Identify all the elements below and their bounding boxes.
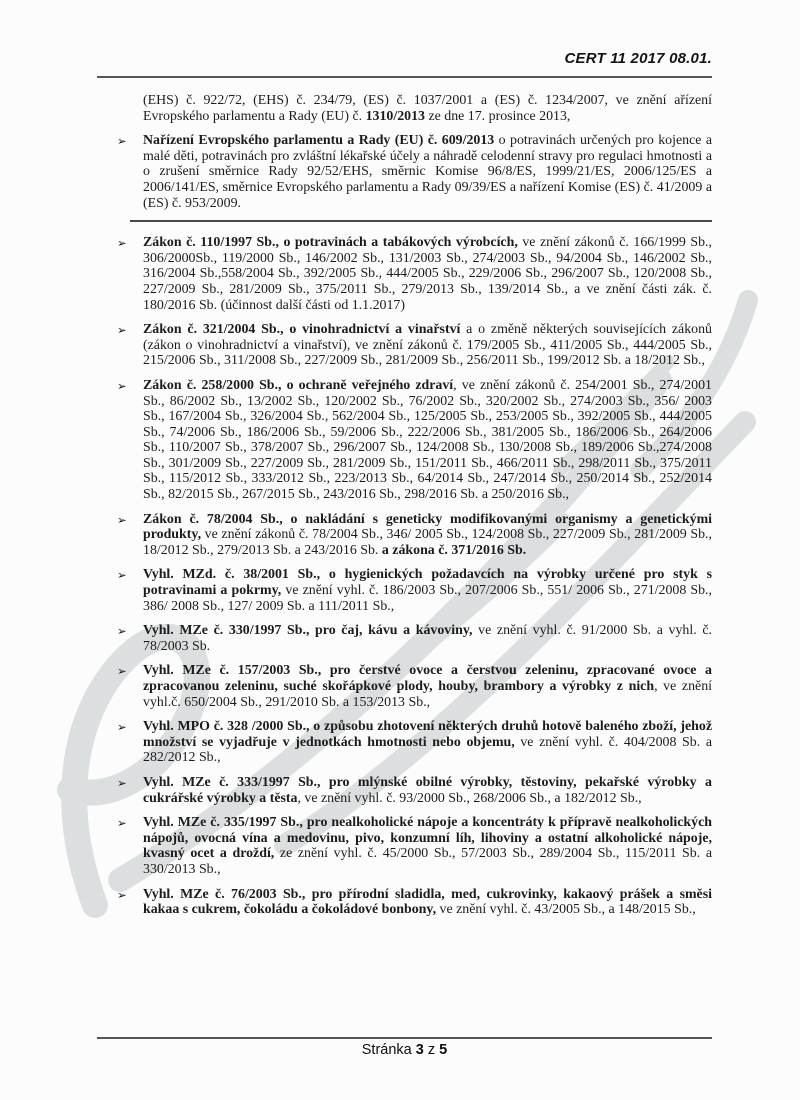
bullet-arrow-icon: ➢ bbox=[117, 512, 127, 527]
intro-paragraph: (EHS) č. 922/72, (EHS) č. 234/79, (ES) č. 1037/2001 a (ES) č. 1234/2007, ve znění ařízení Evropského parlamentu a Rady (EU) č. 1310/2013 ze dne 17. prosince 2013, bbox=[143, 93, 712, 124]
regulation-item-text: Vyhl. MZe č. 157/2003 Sb., pro čerstvé ovoce a čerstvou zeleninu, zpracované ovoce a zpracovanou zeleninu, suché skořápkové plody, houby, brambory a výrobky z nich, ve znění vyhl.č. 650/2004 Sb., 291/2010 Sb. a 153/2013 Sb., bbox=[143, 663, 713, 710]
regulation-item-text: Vyhl. MZd. č. 38/2001 Sb., o hygienických požadavcích na výrobky určené pro styk s potravinami a pokrmy, ve znění vyhl. č. 186/2003 Sb., 207/2006 Sb., 551/ 2006 Sb., 271/2008 Sb., 386/ 2008 Sb., 127/ 2009 Sb. a 111/2011 Sb., bbox=[143, 567, 712, 614]
regulation-list-eu bbox=[117, 133, 712, 211]
regulation-item bbox=[117, 567, 712, 614]
bullet-arrow-icon: ➢ bbox=[117, 624, 127, 639]
regulation-item-text: Zákon č. 258/2000 Sb., o ochraně veřejného zdraví, ve znění zákonů č. 254/2001 Sb., 274/2001 Sb., 86/2002 Sb., 13/2002 Sb., 120/2002 Sb., 76/2002 Sb., 320/2002 Sb., 274/2003 Sb., 356/ 2003 Sb., 167/2004 Sb., 326/2004 Sb., 562/2004 Sb., 125/2005 Sb., 253/2005 Sb., 392/2005 Sb., 444/2005 Sb., 74/2006 Sb., 186/2006 Sb., 59/2006 Sb., 222/2006 Sb., 381/2005 Sb., 186/2006 Sb., 264/2006 Sb., 110/2007 Sb., 378/2007 Sb., 296/2007 Sb., 124/2008 Sb., 130/2008 Sb., 189/2006 Sb.,274/2008 Sb., 301/2009 Sb., 227/2009 Sb., 281/2009 Sb., 151/2011 Sb., 466/2011 Sb., 298/2011 Sb., 375/2011 Sb., 115/2012 Sb., 333/2012 Sb., 223/2013 Sb., 64/2014 Sb., 247/2014 Sb., 250/2014 Sb., 252/2014 Sb., 82/2015 Sb., 267/2015 Sb., 243/2016 Sb., 298/2016 Sb. a 250/2016 Sb., bbox=[143, 377, 712, 503]
document-reference-header: CERT 11 2017 08.01. bbox=[564, 50, 712, 67]
regulation-list-national bbox=[117, 235, 713, 918]
regulation-item bbox=[117, 886, 712, 918]
regulation-item bbox=[117, 663, 713, 710]
regulation-item bbox=[117, 511, 712, 559]
regulation-item-text: Zákon č. 78/2004 Sb., o nakládání s geneticky modifikovanými organismy a genetickými produkty, ve znění zákonů č. 78/2004 Sb., 346/ 2005 Sb., 124/2008 Sb., 227/2009 Sb., 281/2009 Sb., 18/2012 Sb., 279/2013 Sb. a 243/2016 Sb. a zákona č. 371/2016 Sb. bbox=[143, 511, 712, 558]
regulation-item-text: Nařízení Evropského parlamentu a Rady (EU) č. 609/2013 o potravinách určených pro kojence a malé děti, potravinách pro zvláštní lékařské účely a náhradě celodenní stravy pro regulaci hmotnosti a o zrušení směrnice Rady 92/52/EHS, směrnic Komise 96/8/ES, 1999/21/ES, 2006/125/ES a 2006/141/ES, směrnice Evropského parlamentu a Rady 09/39/ES a nařízení Komise (ES) č. 41/2009 a (ES) č. 953/2009. bbox=[143, 133, 712, 211]
bullet-arrow-icon: ➢ bbox=[117, 236, 127, 251]
regulation-item bbox=[117, 774, 712, 806]
regulation-item-text: Vyhl. MZe č. 335/1997 Sb., pro nealkoholické nápoje a koncentráty k přípravě nealkoholických nápojů, ovocná vína a medovinu, pivo, konzumní líh, lihoviny a ostatní alkoholické nápoje, kvasný ocet a droždí, ze znění vyhl. č. 45/2000 Sb., 57/2003 Sb., 289/2004 Sb., 115/2011 Sb. a 330/2013 Sb., bbox=[143, 815, 712, 877]
bullet-arrow-icon: ➢ bbox=[117, 775, 127, 790]
document-body bbox=[117, 93, 713, 927]
bullet-arrow-icon: ➢ bbox=[117, 378, 127, 393]
regulation-item bbox=[117, 377, 712, 503]
bullet-arrow-icon: ➢ bbox=[117, 816, 127, 831]
section-divider bbox=[130, 220, 712, 222]
bullet-arrow-icon: ➢ bbox=[117, 134, 127, 149]
bullet-arrow-icon: ➢ bbox=[117, 887, 127, 902]
regulation-item bbox=[117, 815, 712, 877]
header-rule bbox=[97, 76, 712, 78]
bullet-arrow-icon: ➢ bbox=[117, 664, 127, 679]
regulation-item-text: Zákon č. 321/2004 Sb., o vinohradnictví a vinařství a o změně některých souvisejících zákonů (zákon o vinohradnictví a vinařství), ve znění zákonů č. 179/2005 Sb., 411/2005 Sb., 444/2005 Sb., 215/2006 Sb., 311/2008 Sb., 227/2009 Sb., 281/2009 Sb., 256/2011 Sb., 199/2012 Sb. a 18/2012 Sb., bbox=[143, 322, 712, 369]
regulation-item bbox=[117, 719, 712, 766]
bullet-arrow-icon: ➢ bbox=[117, 568, 127, 583]
regulation-item bbox=[117, 322, 712, 369]
regulation-item bbox=[117, 133, 712, 211]
regulation-item-text: Vyhl. MZe č. 76/2003 Sb., pro přírodní sladidla, med, cukrovinky, kakaový prášek a směsi kakaa s cukrem, čokoládu a čokoládové bonbony, ve znění vyhl. č. 43/2005 Sb., a 148/2015 Sb., bbox=[143, 886, 712, 918]
regulation-item-text: Vyhl. MZe č. 333/1997 Sb., pro mlýnské obilné výrobky, těstoviny, pekařské výrobky a cukrářské výrobky a těsta, ve znění vyhl. č. 93/2000 Sb., 268/2006 Sb., a 182/2012 Sb., bbox=[143, 774, 712, 806]
footer-rule bbox=[97, 1037, 712, 1039]
regulation-item-text: Vyhl. MPO č. 328 /2000 Sb., o způsobu zhotovení některých druhů hotově baleného zboží, jehož množství se vyjadřuje v jednotkách hmotnosti nebo objemu, ve znění vyhl. č. 404/2008 Sb. a 282/2012 Sb., bbox=[143, 719, 712, 766]
page-number-footer: Stránka 3 z 5 bbox=[361, 1042, 448, 1058]
regulation-item bbox=[117, 235, 712, 313]
regulation-item bbox=[117, 623, 712, 654]
regulation-item-text: Vyhl. MZe č. 330/1997 Sb., pro čaj, kávu a kávoviny, ve znění vyhl. č. 91/2000 Sb. a vyhl. č. 78/2003 Sb. bbox=[143, 623, 712, 654]
bullet-arrow-icon: ➢ bbox=[117, 323, 127, 338]
regulation-item-text: Zákon č. 110/1997 Sb., o potravinách a tabákových výrobcích, ve znění zákonů č. 166/1999 Sb., 306/2000Sb., 119/2000 Sb., 146/2002 Sb., 131/2003 Sb., 274/2003 Sb., 94/2004 Sb., 146/2002 Sb., 316/2004 Sb.,558/2004 Sb., 392/2005 Sb., 444/2005 Sb., 229/2006 Sb., 296/2007 Sb., 120/2008 Sb., 227/2009 Sb., 281/2009 Sb., 375/2011 Sb., 279/2013 Sb., 139/2014 Sb., a ve znění části zák. č. 180/2016 Sb. (účinnost další části od 1.1.2017) bbox=[143, 235, 712, 313]
bullet-arrow-icon: ➢ bbox=[117, 720, 127, 735]
